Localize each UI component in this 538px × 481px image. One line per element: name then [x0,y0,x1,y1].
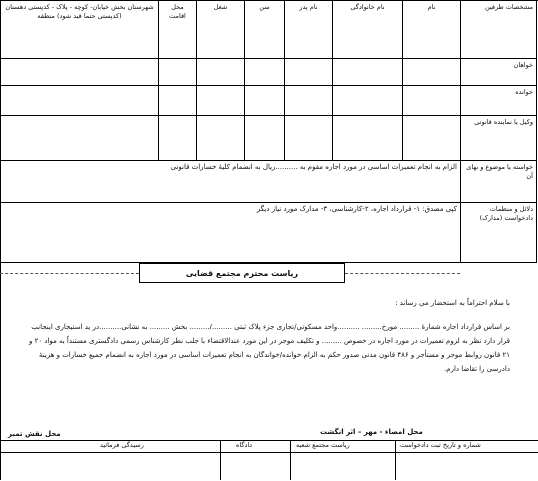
table-row [1,161,537,203]
cell[interactable] [245,86,285,116]
col-residence: محل اقامت [159,1,197,59]
petition-body [20,296,510,386]
cell[interactable] [159,116,197,161]
petition-paragraph: بر اساس قرارداد اجاره شمارهٔ ......... مورخ......... ..........واحد مسکونی/تجاری جزء پلاک ثبتی ........./......... بخش ......... به نشانی..........در ید استیجاری اینجانب قرار دارد نظر به لزوم تعمیرات در مورد اجاره در خصوص ......... و تکلیف موجر در این مورد عندالاقتضاء با جلب نظر کارشناس رسمی دادگستری مستنداً به مواد ۲۰ و ۲۱ قانون روابط موجر و مستأجر و ۴۸۶ قانون مدنی صدور حکم به الزام خوانده/خواندگان به انجام تعمیرات اساسی در مورد اجاره به انضمام جمیع خسارات و هزینهٔ دادرسی را تقاضا دارم. [28,323,510,373]
cell[interactable] [403,86,461,116]
footer-review: رسیدگی فرمائید [100,441,144,449]
cell[interactable] [403,59,461,86]
row-request: خواسته یا موضوع و بهای آن [461,161,537,203]
greeting: با سلام احتراماً به استحضار می رساند : [395,299,510,307]
col-family: نام خانوادگی [333,1,403,59]
footer-box [0,452,538,481]
table-row [1,59,537,86]
cell[interactable] [333,59,403,86]
cell[interactable] [245,59,285,86]
dashed-divider-right [345,273,460,274]
footer-branch: ریاست مجتمع شعبه [296,441,350,449]
cell[interactable] [1,116,159,161]
cell[interactable] [245,116,285,161]
cell[interactable] [403,116,461,161]
table-header-row [1,1,537,59]
parties-label: مشخصات طرفین [461,1,537,59]
cell[interactable] [285,59,333,86]
col-name: نام [403,1,461,59]
cell[interactable] [333,116,403,161]
signature-label: محل امضاء - مهر – اثر انگشت [320,428,423,436]
cell[interactable] [333,86,403,116]
cell[interactable] [1,86,159,116]
cell[interactable] [197,59,245,86]
cell[interactable] [197,86,245,116]
col-address: شهرستان بخش خیابان- کوچه - پلاک - کدپستی دهستان (کدپستی حتما قید شود) منطقه [1,1,159,59]
stamp-label: محل نقش تمبر [8,430,61,438]
row-defendant: خوانده [461,86,537,116]
footer-court: دادگاه [236,441,253,449]
cell[interactable] [1,59,159,86]
table-row [1,86,537,116]
cell[interactable] [197,116,245,161]
cell[interactable] [159,86,197,116]
table-row [1,203,537,263]
cell[interactable] [285,116,333,161]
footer-registration: شماره و تاریخ ثبت دادخواست [400,441,481,449]
form-title: ریاست محترم مجتمع قضایی [139,263,345,283]
row-attorney: وکیل یا نماینده قانونی [461,116,537,161]
row-evidence: دلائل و منظمات دادخواست (مدارک) [461,203,537,263]
cell[interactable] [285,86,333,116]
col-job: شغل [197,1,245,59]
col-age: سن [245,1,285,59]
table-row [1,116,537,161]
col-father: نام پدر [285,1,333,59]
evidence-text: کپی مصدق: ۱- قرارداد اجاره، ۲-کارشناسی، ۳- مدارک مورد نیاز دیگر [1,203,461,263]
request-text: الزام به انجام تعمیرات اساسی در مورد اجاره مقوم به ..........ریال به انضمام کلیهٔ خسارات قانونی [1,161,461,203]
dashed-divider-left [0,273,139,274]
cell[interactable] [159,59,197,86]
row-plaintiff: خواهان [461,59,537,86]
